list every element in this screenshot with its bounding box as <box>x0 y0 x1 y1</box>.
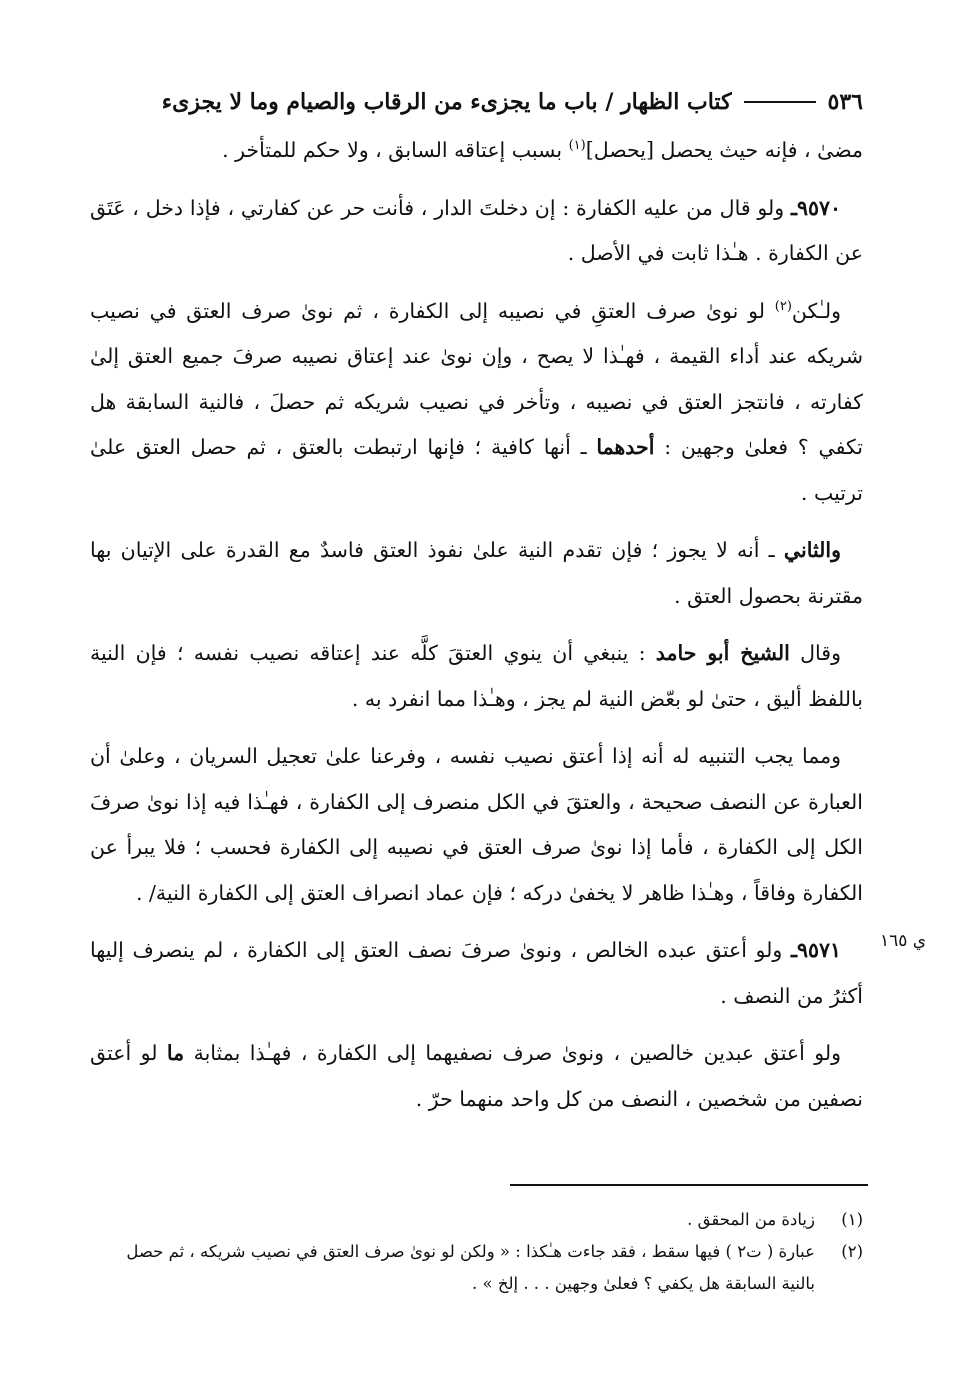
paragraph-lead: وقال <box>789 641 841 665</box>
footnote <box>96 1204 863 1236</box>
bold-term: والثاني <box>783 538 841 562</box>
footnote-number: (٢) <box>841 1242 863 1261</box>
bold-term: ما <box>166 1041 185 1065</box>
manuscript-folio-marker: ي ١٦٥ <box>880 931 927 951</box>
paragraph-text: بسبب إعتاقه السابق ، ولا حكم للمتأخر . <box>222 138 569 162</box>
issue-number: ٩٥٧٠ـ <box>790 195 841 220</box>
paragraph-text: ومما يجب التنبيه له أنه إذا أعتق نصيب نفسه ، وفرعنا علىٰ تعجيل السريان ، وعلىٰ أن العبارة عن النصف صحيحة ، والعتقَ في الكل منصرف إلى الكفارة ، فهـٰذا فيه إذا نوىٰ صرفَ الكل إلى الكفارة ، فأما إذا نوىٰ صرف العتق في نصيبه إلى الكفارة فحسب ؛ فلا يبرأ عن الكفارة وفاقاً ، وهـٰذا ظاهر لا يخفىٰ دركه ؛ فإن عماد انصراف العتق إلى الكفارة النية/ . <box>90 744 863 905</box>
paragraph-text: ـ أنها كافية ؛ فإنها ارتبطت بالعتق ، ثم حصل العتق علىٰ ترتيب . <box>90 435 863 505</box>
paragraph-lead: ولـٰكن <box>791 298 841 323</box>
paragraph <box>90 734 863 916</box>
paragraph-text: لو أعتق نصفين من شخصين ، النصف من كل واحد منهما حرّ . <box>90 1041 863 1111</box>
header-title: كتاب الظهار / باب ما يجزىء من الرقاب والصيام وما لا يجزىء <box>161 89 732 115</box>
paragraph-text: ـ أنه لا يجوز ؛ فإن تقدم النية علىٰ نفوذ العتق فاسدٌ مع القدرة على الإتيان بها مقترنة بحصول العتق . <box>90 538 863 608</box>
paragraph-9571 <box>90 928 863 1019</box>
page-body <box>90 128 863 1122</box>
footnote-separator <box>510 1184 868 1186</box>
paragraph-text: ولو أعتق عبدين خالصين ، ونوىٰ صرف نصفيهما إلى الكفارة ، فهـٰذا بمثابة <box>184 1041 841 1065</box>
header-rule <box>744 101 816 103</box>
issue-number: ٩٥٧١ـ <box>790 938 841 962</box>
running-header <box>96 84 863 120</box>
footnote <box>96 1236 863 1300</box>
paragraph <box>90 528 863 619</box>
footnote-number: (١) <box>841 1210 863 1229</box>
paragraph <box>90 289 863 517</box>
footnote-ref: (٢) <box>774 298 792 314</box>
paragraph-text: ولو قال من عليه الكفارة : إن دخلتَ الدار ، فأنت حر عن كفارتي ، فإذا دخل ، عَتَق عن الكفارة . هـٰذا ثابت في الأصل . <box>90 195 863 265</box>
paragraph-9570 <box>90 186 863 277</box>
paragraph-text: : ينبغي أن ينوي العتقَ كلَّه عند إعتاقه نصيب نفسه ؛ فإن النية باللفظ أليق ، حتىٰ لو بعّض النية لم يجز ، وهـٰذا مما انفرد به . <box>90 641 863 711</box>
paragraph-text: مضىٰ ، فإنه حيث يحصل [يحصل] <box>585 138 863 162</box>
footnote-text: عبارة ( ت٢ ) فيها سقط ، فقد جاءت هـٰكذا : « ولكن لو نوىٰ صرف العتق في نصيب شريكه ، ثم حصل بالنية السابقة هل يكفي ؟ فعلىٰ وجهين . . . إلخ » . <box>126 1242 815 1293</box>
bold-term: الشيخ أبو حامد <box>655 641 790 665</box>
footnote-text: زيادة من المحقق . <box>687 1210 815 1229</box>
page-number: ٥٣٦ <box>827 89 863 115</box>
bold-term: أحدهما <box>596 435 655 459</box>
paragraph-continuation <box>90 128 863 174</box>
paragraph <box>90 1031 863 1122</box>
footnotes <box>96 1204 863 1300</box>
paragraph-text: ولو أعتق عبده الخالص ، ونوىٰ صرفَ نصف العتق إلى الكفارة ، لم ينصرف إليها أكثرُ من النصف . <box>90 938 863 1008</box>
paragraph-text: لو نوىٰ صرف العتقِ في نصيبه إلى الكفارة ، ثم نوىٰ صرف العتق في نصيب شريكه عند أداء القيمة ، فهـٰذا لا يصح ، وإن نوىٰ عند إعتاق نصيبه صرفَ جميع العتق إلىٰ كفارته ، فانتجز العتق في نصيبه ، وتأخر في نصيب شريكه ثم حصلَ ، فالنية السابقة هل تكفي ؟ فعلىٰ وجهين : <box>90 298 863 459</box>
footnote-ref: (١) <box>568 138 586 154</box>
paragraph <box>90 631 863 722</box>
